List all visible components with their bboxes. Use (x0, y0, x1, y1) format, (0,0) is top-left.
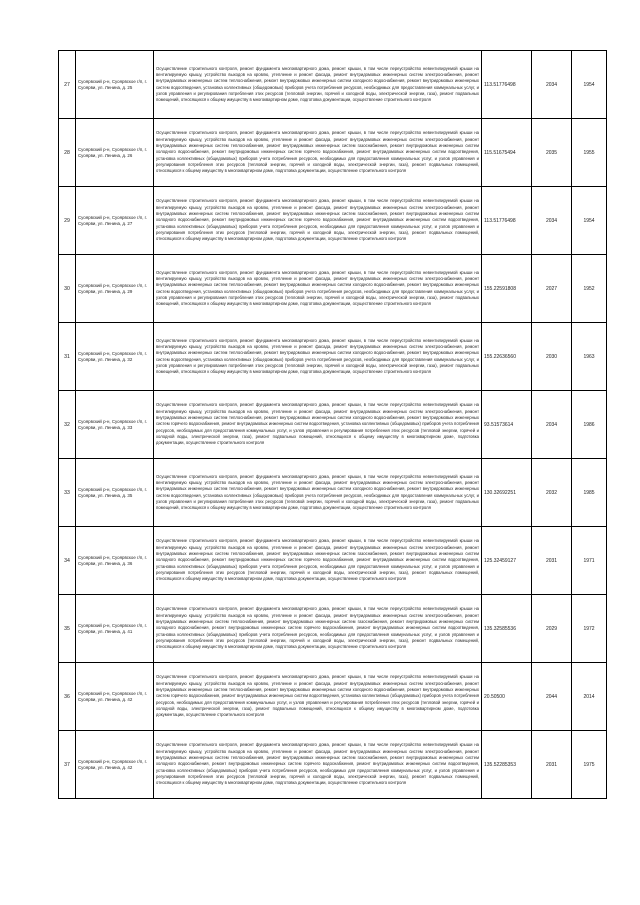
works-description-cell: Осуществление строительного контроля, ремонт фундамента многоквартирного дома, ремонт крыши, в том числе переустройство невентилируемой крыши на вентилируемую крышу, устройство выходов на кровлю, утепление и ремонт фасада, ремонт внутридомовых инженерных систем электроснабжения, ремонт внутридомовых инженерных систем теплоснабжения, ремонт внутридомовых инженерных систем холодного водоснабжения, ремонт внутридомовых инженерных систем водоотведения, установка коллективных (общедомовых) приборов учета потребления ресурсов, необходимых для предоставления коммунальных услуг, и узлов управления и регулирования потребления этих ресурсов (тепловой энергии, горячей и холодной воды, электрической энергии, газа), ремонт подвальных помещений, относящихся к общему имуществу в многоквартирном доме, подготовка документации, осуществление строительного контроля (154, 51, 482, 119)
planned-year-cell: 2034 (532, 187, 572, 255)
address-cell: Суоярвский р-н, Суоярвское г/п, г. Суоярви, ул. Ленина, д. 35 (76, 459, 154, 527)
table-row (59, 527, 607, 595)
cost-cell: 113.51776498 (482, 51, 532, 119)
row-number-cell: 36 (59, 663, 76, 731)
planned-year-cell: 2031 (532, 527, 572, 595)
planned-year-cell: 2030 (532, 323, 572, 391)
cost-cell: 125.32459127 (482, 527, 532, 595)
works-description-cell: Осуществление строительного контроля, ремонт фундамента многоквартирного дома, ремонт крыши, в том числе переустройство невентилируемой крыши на вентилируемую крышу, устройство выходов на кровлю, утепление и ремонт фасада, ремонт внутридомовых инженерных систем электроснабжения, ремонт внутридомовых инженерных систем теплоснабжения, ремонт внутридомовых инженерных систем холодного водоснабжения, ремонт внутридомовых инженерных систем водоотведения, установка коллективных (общедомовых) приборов учета потребления ресурсов, необходимых для предоставления коммунальных услуг, и узлов управления и регулирования потребления этих ресурсов (тепловой энергии, горячей и холодной воды, электрической энергии, газа), ремонт подвальных помещений, относящихся к общему имуществу в многоквартирном доме, подготовка документации, осуществление строительного контроля (154, 459, 482, 527)
row-number-cell: 27 (59, 51, 76, 119)
address-cell: Суоярвский р-н, Суоярвское г/п, г. Суоярви, ул. Ленина, д. 32 (76, 323, 154, 391)
cost-cell: 20.50500 (482, 663, 532, 731)
planned-year-cell: 2034 (532, 51, 572, 119)
build-year-cell: 1985 (572, 459, 607, 527)
build-year-cell: 1954 (572, 187, 607, 255)
table-row (59, 187, 607, 255)
build-year-cell: 1954 (572, 51, 607, 119)
planned-year-cell: 2029 (532, 595, 572, 663)
cost-cell: 135.52285353 (482, 731, 532, 799)
cost-cell: 93.51573614 (482, 391, 532, 459)
address-cell: Суоярвский р-н, Суоярвское г/п, г. Суоярви, ул. Ленина, д. 27 (76, 187, 154, 255)
cost-cell: 130.32692251 (482, 459, 532, 527)
row-number-cell: 31 (59, 323, 76, 391)
cost-cell: 135.32585536 (482, 595, 532, 663)
cost-cell: 113.51776498 (482, 187, 532, 255)
works-description-cell: Осуществление строительного контроля, ремонт фундамента многоквартирного дома, ремонт крыши, в том числе переустройство невентилируемой крыши на вентилируемую крышу, устройство выходов на кровлю, утепление и ремонт фасада, ремонт внутридомовых инженерных систем электроснабжения, ремонт внутридомовых инженерных систем теплоснабжения, ремонт внутридомовых инженерных систем газоснабжения, ремонт внутридомовых инженерных систем холодного водоснабжения, ремонт внутридомовых инженерных систем горячего водоснабжения, ремонт внутридомовых инженерных систем водоотведения, установка коллективных (общедомовых) приборов учета потребления ресурсов, необходимых для предоставления коммунальных услуг, и узлов управления и регулирования потребления этих ресурсов (тепловой энергии, горячей и холодной воды, электрической энергии, газа), ремонт подвальных помещений, относящихся к общему имуществу в многоквартирном доме, подготовка документации, осуществление строительного контроля (154, 119, 482, 187)
address-cell: Суоярвский р-н, Суоярвское г/п, г. Суоярви, ул. Ленина, д. 42 (76, 663, 154, 731)
build-year-cell: 1972 (572, 595, 607, 663)
works-description-cell: Осуществление строительного контроля, ремонт фундамента многоквартирного дома, ремонт крыши, в том числе переустройство невентилируемой крыши на вентилируемую крышу, устройство выходов на кровлю, утепление и ремонт фасада, ремонт внутридомовых инженерных систем электроснабжения, ремонт внутридомовых инженерных систем теплоснабжения, ремонт внутридомовых инженерных систем холодного водоснабжения, ремонт внутридомовых инженерных систем горячего водоснабжения, ремонт внутридомовых инженерных систем водоотведения, установка коллективных (общедомовых) приборов учета потребления ресурсов, необходимых для предоставления коммунальных услуг, и узлов управления и регулирования потребления этих ресурсов (тепловой энергии, горячей и холодной воды, электрической энергии, газа), ремонт подвальных помещений, относящихся к общему имуществу в многоквартирном доме, подготовка документации, осуществление строительного контроля (154, 391, 482, 459)
table-body (59, 51, 607, 799)
capital-repair-table (58, 50, 607, 799)
address-cell: Суоярвский р-н, Суоярвское г/п, г. Суоярви, ул. Ленина, д. 33 (76, 391, 154, 459)
planned-year-cell: 2044 (532, 663, 572, 731)
row-number-cell: 35 (59, 595, 76, 663)
planned-year-cell: 2035 (532, 119, 572, 187)
table-row (59, 731, 607, 799)
table-row (59, 119, 607, 187)
works-description-cell: Осуществление строительного контроля, ремонт фундамента многоквартирного дома, ремонт крыши, в том числе переустройство невентилируемой крыши на вентилируемую крышу, устройство выходов на кровлю, утепление и ремонт фасада, ремонт внутридомовых инженерных систем электроснабжения, ремонт внутридомовых инженерных систем теплоснабжения, ремонт внутридомовых инженерных систем газоснабжения, ремонт внутридомовых инженерных систем холодного водоснабжения, ремонт внутридомовых инженерных систем горячего водоснабжения, ремонт внутридомовых инженерных систем водоотведения, установка коллективных (общедомовых) приборов учета потребления ресурсов, необходимых для предоставления коммунальных услуг, и узлов управления и регулирования потребления этих ресурсов (тепловой энергии, горячей и холодной воды, электрической энергии, газа), ремонт подвальных помещений, относящихся к общему имуществу в многоквартирном доме, подготовка документации, осуществление строительного контроля (154, 527, 482, 595)
build-year-cell: 2014 (572, 663, 607, 731)
row-number-cell: 28 (59, 119, 76, 187)
row-number-cell: 29 (59, 187, 76, 255)
planned-year-cell: 2034 (532, 391, 572, 459)
build-year-cell: 1971 (572, 527, 607, 595)
planned-year-cell: 2032 (532, 459, 572, 527)
cost-cell: 115.51675494 (482, 119, 532, 187)
works-description-cell: Осуществление строительного контроля, ремонт фундамента многоквартирного дома, ремонт крыши, в том числе переустройство невентилируемой крыши на вентилируемую крышу, устройство выходов на кровлю, утепление и ремонт фасада, ремонт внутридомовых инженерных систем электроснабжения, ремонт внутридомовых инженерных систем теплоснабжения, ремонт внутридомовых инженерных систем холодного водоснабжения, ремонт внутридомовых инженерных систем горячего водоснабжения, ремонт внутридомовых инженерных систем водоотведения, установка коллективных (общедомовых) приборов учета потребления ресурсов, необходимых для предоставления коммунальных услуг, и узлов управления и регулирования потребления этих ресурсов (тепловой энергии, горячей и холодной воды, электрической энергии, газа), ремонт подвальных помещений, относящихся к общему имуществу в многоквартирном доме, подготовка документации, осуществление строительного контроля (154, 663, 482, 731)
cost-cell: 155.22591808 (482, 255, 532, 323)
table-row (59, 663, 607, 731)
cost-cell: 155.22636560 (482, 323, 532, 391)
table-row (59, 51, 607, 119)
table-row (59, 255, 607, 323)
address-cell: Суоярвский р-н, Суоярвское г/п, г. Суоярви, ул. Ленина, д. 36 (76, 527, 154, 595)
address-cell: Суоярвский р-н, Суоярвское г/п, г. Суоярви, ул. Ленина, д. 42 (76, 731, 154, 799)
table-row (59, 323, 607, 391)
row-number-cell: 33 (59, 459, 76, 527)
address-cell: Суоярвский р-н, Суоярвское г/п, г. Суоярви, ул. Ленина, д. 25 (76, 51, 154, 119)
row-number-cell: 30 (59, 255, 76, 323)
build-year-cell: 1986 (572, 391, 607, 459)
build-year-cell: 1975 (572, 731, 607, 799)
works-description-cell: Осуществление строительного контроля, ремонт фундамента многоквартирного дома, ремонт крыши, в том числе переустройство невентилируемой крыши на вентилируемую крышу, устройство выходов на кровлю, утепление и ремонт фасада, ремонт внутридомовых инженерных систем электроснабжения, ремонт внутридомовых инженерных систем теплоснабжения, ремонт внутридомовых инженерных систем газоснабжения, ремонт внутридомовых инженерных систем холодного водоснабжения, ремонт внутридомовых инженерных систем горячего водоснабжения, ремонт внутридомовых инженерных систем водоотведения, установка коллективных (общедомовых) приборов учета потребления ресурсов, необходимых для предоставления коммунальных услуг, и узлов управления и регулирования потребления этих ресурсов (тепловой энергии, горячей и холодной воды, электрической энергии, газа), ремонт подвальных помещений, относящихся к общему имуществу в многоквартирном доме, подготовка документации, осуществление строительного контроля (154, 731, 482, 799)
table-row (59, 459, 607, 527)
build-year-cell: 1955 (572, 119, 607, 187)
works-description-cell: Осуществление строительного контроля, ремонт фундамента многоквартирного дома, ремонт крыши, в том числе переустройство невентилируемой крыши на вентилируемую крышу, устройство выходов на кровлю, утепление и ремонт фасада, ремонт внутридомовых инженерных систем электроснабжения, ремонт внутридомовых инженерных систем теплоснабжения, ремонт внутридомовых инженерных систем газоснабжения, ремонт внутридомовых инженерных систем холодного водоснабжения, ремонт внутридомовых инженерных систем горячего водоснабжения, ремонт внутридомовых инженерных систем водоотведения, установка коллективных (общедомовых) приборов учета потребления ресурсов, необходимых для предоставления коммунальных услуг, и узлов управления и регулирования потребления этих ресурсов (тепловой энергии, горячей и холодной воды, электрической энергии, газа), ремонт подвальных помещений, относящихся к общему имуществу в многоквартирном доме, подготовка документации, осуществление строительного контроля (154, 187, 482, 255)
build-year-cell: 1963 (572, 323, 607, 391)
planned-year-cell: 2027 (532, 255, 572, 323)
row-number-cell: 32 (59, 391, 76, 459)
row-number-cell: 34 (59, 527, 76, 595)
address-cell: Суоярвский р-н, Суоярвское г/п, г. Суоярви, ул. Ленина, д. 26 (76, 119, 154, 187)
planned-year-cell: 2031 (532, 731, 572, 799)
table-row (59, 595, 607, 663)
build-year-cell: 1952 (572, 255, 607, 323)
address-cell: Суоярвский р-н, Суоярвское г/п, г. Суоярви, ул. Ленина, д. 29 (76, 255, 154, 323)
address-cell: Суоярвский р-н, Суоярвское г/п, г. Суоярви, ул. Ленина, д. 41 (76, 595, 154, 663)
table-row (59, 391, 607, 459)
works-description-cell: Осуществление строительного контроля, ремонт фундамента многоквартирного дома, ремонт крыши, в том числе переустройство невентилируемой крыши на вентилируемую крышу, устройство выходов на кровлю, утепление и ремонт фасада, ремонт внутридомовых инженерных систем электроснабжения, ремонт внутридомовых инженерных систем теплоснабжения, ремонт внутридомовых инженерных систем холодного водоснабжения, ремонт внутридомовых инженерных систем водоотведения, установка коллективных (общедомовых) приборов учета потребления ресурсов, необходимых для предоставления коммунальных услуг, и узлов управления и регулирования потребления этих ресурсов (тепловой энергии, горячей и холодной воды, электрической энергии, газа), ремонт подвальных помещений, относящихся к общему имуществу в многоквартирном доме, подготовка документации, осуществление строительного контроля (154, 255, 482, 323)
works-description-cell: Осуществление строительного контроля, ремонт фундамента многоквартирного дома, ремонт крыши, в том числе переустройство невентилируемой крыши на вентилируемую крышу, устройство выходов на кровлю, утепление и ремонт фасада, ремонт внутридомовых инженерных систем электроснабжения, ремонт внутридомовых инженерных систем теплоснабжения, ремонт внутридомовых инженерных систем газоснабжения, ремонт внутридомовых инженерных систем холодного водоснабжения, ремонт внутридомовых инженерных систем горячего водоснабжения, ремонт внутридомовых инженерных систем водоотведения, установка коллективных (общедомовых) приборов учета потребления ресурсов, необходимых для предоставления коммунальных услуг, и узлов управления и регулирования потребления этих ресурсов (тепловой энергии, горячей и холодной воды, электрической энергии, газа), ремонт подвальных помещений, относящихся к общему имуществу в многоквартирном доме, подготовка документации, осуществление строительного контроля (154, 595, 482, 663)
row-number-cell: 37 (59, 731, 76, 799)
works-description-cell: Осуществление строительного контроля, ремонт фундамента многоквартирного дома, ремонт крыши, в том числе переустройство невентилируемой крыши на вентилируемую крышу, устройство выходов на кровлю, утепление и ремонт фасада, ремонт внутридомовых инженерных систем электроснабжения, ремонт внутридомовых инженерных систем теплоснабжения, ремонт внутридомовых инженерных систем холодного водоснабжения, ремонт внутридомовых инженерных систем водоотведения, установка коллективных (общедомовых) приборов учета потребления ресурсов, необходимых для предоставления коммунальных услуг, и узлов управления и регулирования потребления этих ресурсов (тепловой энергии, горячей и холодной воды, электрической энергии, газа), ремонт подвальных помещений, относящихся к общему имуществу в многоквартирном доме, подготовка документации, осуществление строительного контроля (154, 323, 482, 391)
